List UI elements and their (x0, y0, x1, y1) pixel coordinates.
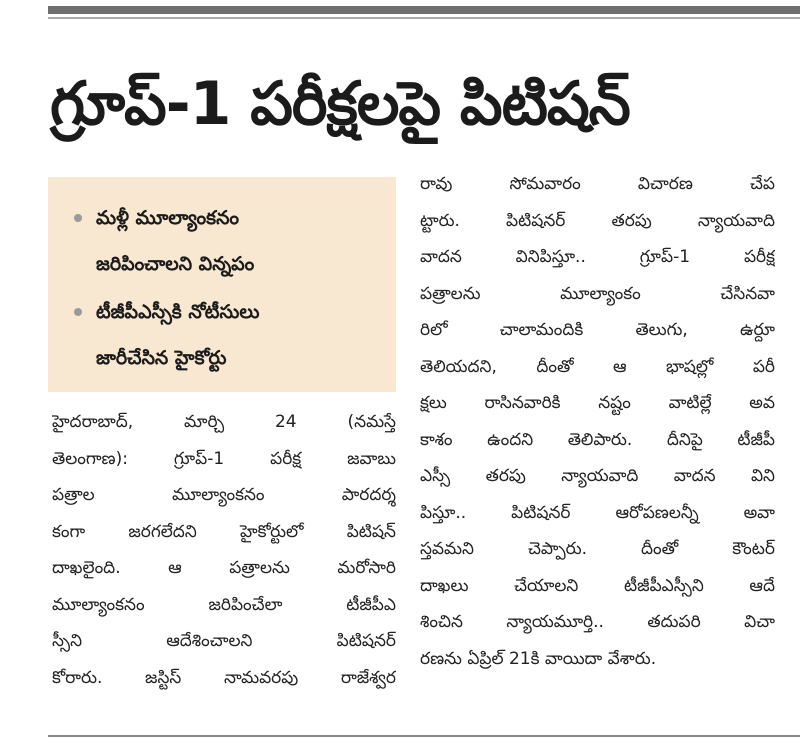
highlight-line: జారీచేసిన హైకోర్టు (96, 347, 227, 369)
text-line: రణను ఏప్రిల్ 21కి వాయిదా వేశారు. (420, 648, 657, 669)
bullet-dot-icon (74, 214, 82, 222)
bullet-dot-icon (74, 308, 82, 316)
text-line: హైదరాబాద్, మార్చి 24 (నమస్తే (52, 412, 396, 432)
text-line: కాశం ఉందని తెలిపారు. దీనిపై టీజీపీ (420, 429, 775, 450)
right-column (420, 166, 775, 677)
text-line: రావు సోమవారం విచారణ చేప (420, 174, 775, 194)
text-line: రిలో చాలామందికి తెలుగు, ఉర్దూ (420, 320, 775, 340)
text-line: ఎస్సీ తరపు న్యాయవాది వాదన విని (420, 466, 775, 486)
highlights-box (48, 177, 396, 392)
top-rule (48, 6, 800, 14)
article-headline: గ్రూప్-1 పరీక్షలపై పిటిషన్ (50, 69, 630, 139)
text-line: వాదన వినిపిస్తూ.. గ్రూప్-1 పరీక్ష (420, 247, 775, 267)
text-line: దాఖలైంది. ఆ పత్రాలను మరోసారి (52, 558, 396, 578)
top-rule-thin (48, 17, 800, 19)
highlight-line: మళ్లీ మూల్యాంకనం (96, 207, 240, 229)
text-line: కోరారు. జస్టిస్ నామవరపు రాజేశ్వర (52, 667, 396, 688)
text-line: తెలియదని, దీంతో ఆ భాషల్లో పరీ (420, 356, 775, 377)
text-line: పత్రాల మూల్యాంకనం పారదర్శ (52, 485, 396, 505)
highlight-line: టీజీపీఎస్సీకి నోటీసులు (96, 301, 260, 323)
text-line: తెలంగాణ): గ్రూప్-1 పరీక్ష జవాబు (52, 448, 396, 469)
text-line: క్షలు రాసినవారికి నష్టం వాటిల్లే అవ (420, 393, 775, 413)
highlight-line: జరిపించాలని విన్నపం (96, 253, 255, 275)
text-line: మూల్యాంకనం జరిపించేలా టీజీపీఎ (52, 594, 396, 615)
bottom-rule (48, 735, 800, 737)
text-line: శించిన న్యాయమూర్తి.. తదుపరి విచా (420, 612, 775, 632)
text-line: స్సీని ఆదేశించాలని పిటిషనర్ (52, 631, 396, 651)
text-line: పిస్తూ.. పిటిషనర్ ఆరోపణలన్నీ అవా (420, 502, 775, 523)
text-line: పత్రాలను మూల్యాంకం చేసినవా (420, 283, 775, 304)
text-line: దాఖలు చేయాలని టీజీపీఎస్సీని ఆదే (420, 575, 775, 596)
text-line: ట్టారు. పిటిషనర్ తరపు న్యాయవాది (420, 210, 775, 231)
left-column (52, 404, 396, 696)
text-line: కంగా జరగలేదని హైకోర్టులో పిటిషన్ (52, 521, 396, 542)
text-line: స్తవమని చెప్పారు. దీంతో కౌంటర్ (420, 539, 775, 559)
